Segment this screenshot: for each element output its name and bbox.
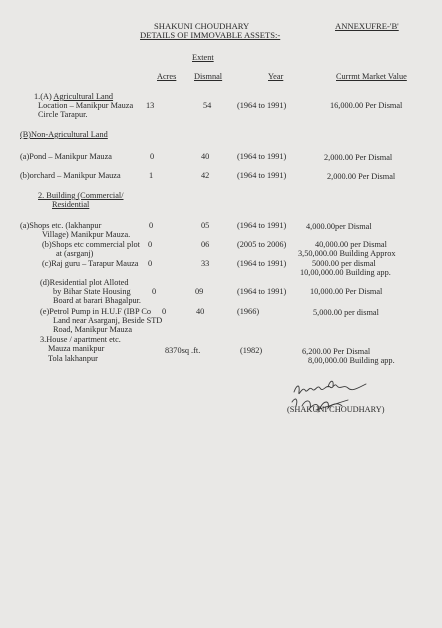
section-c-title-1: 2. Building (Commercial/ [38,191,124,200]
col-acres: Acres [157,72,177,81]
row-4-year: (1964 to 1991) [237,221,287,230]
row-9-value: 6,200.00 Per Dismal [302,347,371,356]
row-7-year: (1964 to 1991) [237,287,287,296]
section-a-title: Agricultural Land [53,92,114,101]
row-8-year: (1966) [237,307,260,316]
row-1-desc-1: Location – Manikpur Mauza [38,101,134,110]
row-9-desc-2: Mauza manikpur [48,344,105,353]
row-5-value: 40,000.00 per Dismal [315,240,387,249]
row-5-desc-2: at (asrganj) [56,249,94,258]
section-a-prefix: 1.(A) [34,92,54,101]
signatory-name: (SHAKUNI CHOUDHARY) [287,405,385,414]
row-7-desc-1: (d)Residential plot Alloted [40,278,129,287]
row-9-desc-3: Tola lakhanpur [48,354,98,363]
row-5-year: (2005 to 2006) [237,240,287,249]
row-6-desc-1: (c)Raj guru – Tarapur Mauza [42,259,139,268]
row-1-value: 16,000.00 Per Dismal [330,101,403,110]
col-extent: Extent [192,53,214,62]
row-1-acres: 13 [146,101,155,110]
row-8-value: 5,000.00 per dismal [313,308,379,317]
row-1-dismnal: 54 [203,101,212,110]
row-5-value-2: 3,50,000.00 Building Approx [298,249,396,258]
row-4-acres: 0 [149,221,154,230]
row-4-dismnal: 05 [201,221,210,230]
col-market-value: Currmt Market Value [336,72,407,81]
row-3-acres: 1 [149,171,154,180]
row-8-desc-1: (e)Petrol Pump in H.U.F (IBP Co [40,307,152,316]
person-name: SHAKUNI CHOUDHARY [154,21,250,31]
row-2-dismnal: 40 [201,152,210,161]
row-2-value: 2,000.00 Per Dismal [324,153,393,162]
row-4-desc-2: Village) Manikpur Mauza. [42,230,131,239]
col-dismnal: Dismnal [194,72,223,81]
row-4-value: 4,000.00per Dismal [306,222,372,231]
document-title: DETAILS OF IMMOVABLE ASSETS:- [140,30,281,40]
row-6-value: 5000.00 per dismal [312,259,376,268]
row-2-desc-1: (a)Pond – Manikpur Mauza [20,152,112,161]
col-year: Year [268,72,284,81]
row-8-dismnal: 40 [196,307,205,316]
row-3-dismnal: 42 [201,171,210,180]
row-6-value-2: 10,00,000.00 Building app. [300,268,391,277]
row-9-area: 8370sq .ft. [165,346,201,355]
row-2-year: (1964 to 1991) [237,152,287,161]
section-c-title-2: Residential [52,200,90,209]
section-b-title: (B)Non-Agricultural Land [20,130,108,139]
row-5-dismnal: 06 [201,240,210,249]
annexure-label: ANNEXUFRE-'B' [335,21,399,31]
row-1-desc-2: Circle Tarapur. [38,110,88,119]
row-6-acres: 0 [148,259,153,268]
row-4-desc-1: (a)Shops etc. (lakhanpur [20,221,102,230]
row-7-acres: 0 [152,287,157,296]
row-9-year: (1982) [240,346,263,355]
row-3-desc-1: (b)orchard – Manikpur Mauza [20,171,121,180]
row-9-value-2: 8,00,000.00 Building app. [308,356,395,365]
row-1-year: (1964 to 1991) [237,101,287,110]
row-8-desc-3: Road, Manikpur Mauza [53,325,133,334]
row-3-year: (1964 to 1991) [237,171,287,180]
section-a-heading [34,92,113,101]
row-5-desc-1: (b)Shops etc commercial plot [42,240,140,249]
row-8-desc-2: Land near Asarganj, Beside STD [53,316,163,325]
row-7-value: 10,000.00 Per Dismal [310,287,383,296]
row-3-value: 2,000.00 Per Dismal [327,172,396,181]
row-5-acres: 0 [148,240,153,249]
row-8-acres: 0 [162,307,167,316]
row-7-desc-3: Board at barari Bhagalpur. [53,296,142,305]
row-7-dismnal: 09 [195,287,204,296]
row-7-desc-2: by Bihar State Housing [53,287,131,296]
row-6-dismnal: 33 [201,259,210,268]
row-2-acres: 0 [150,152,155,161]
row-6-year: (1964 to 1991) [237,259,287,268]
row-9-desc-1: 3.House / apartment etc. [40,335,121,344]
